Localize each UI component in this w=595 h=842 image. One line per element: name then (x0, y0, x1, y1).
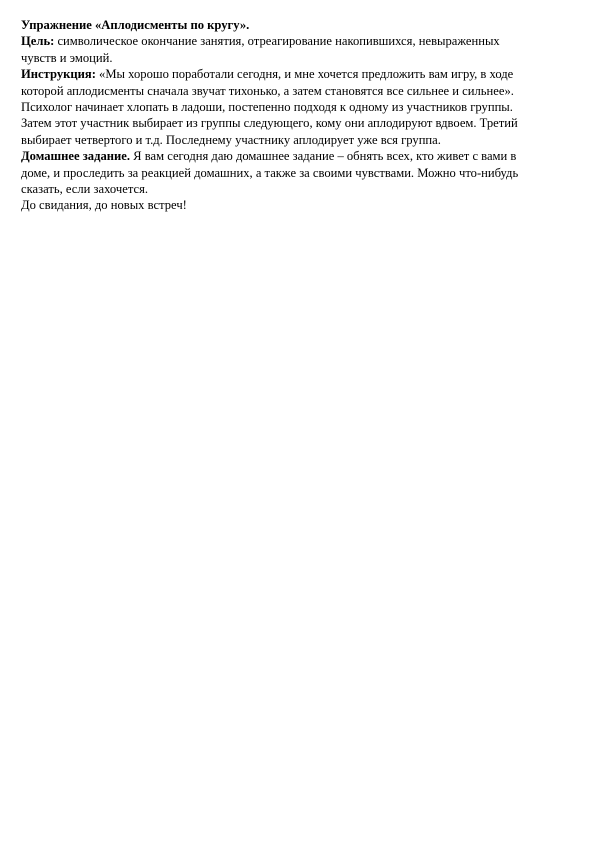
instruction-paragraph-line-2: которой аплодисменты сначала звучат тихонько, а затем становятся все сильнее и сильнее». (21, 83, 514, 98)
homework-label: Домашнее задание. (21, 149, 131, 164)
goal-label: Цель: (21, 34, 55, 49)
farewell-text: До свидания, до новых встреч! (21, 198, 187, 213)
goal-paragraph-line-1 (21, 33, 577, 49)
instruction-text: «Мы хорошо поработали сегодня, и мне хочется предложить вам игру, в ходе (95, 67, 514, 82)
instruction-label: Инструкция: (21, 67, 96, 82)
goal-paragraph-line-2: чувств и эмоций. (21, 50, 113, 65)
body-line-3: выбирает четвертого и т.д. Последнему участнику аплодирует уже вся группа. (21, 132, 441, 147)
homework-paragraph-line-3: сказать, если захочется. (21, 182, 149, 197)
instruction-paragraph-line-1 (21, 66, 577, 82)
exercise-title: Упражнение «Аплодисменты по кругу». (21, 18, 250, 32)
body-line-2: Затем этот участник выбирает из группы следующего, кому они аплодируют вдвоем. Третий (21, 116, 518, 131)
homework-text: Я вам сегодня даю домашнее задание – обнять всех, кто живет с вами в (130, 149, 517, 164)
homework-paragraph-line-2: доме, и проследить за реакцией домашних, а также за своими чувствами. Можно что-нибудь (21, 165, 519, 180)
goal-text: символическое окончание занятия, отреагирование накопившихся, невыраженных (54, 34, 500, 49)
body-line-1: Психолог начинает хлопать в ладоши, постепенно подходя к одному из участников группы. (21, 100, 513, 115)
homework-paragraph-line-1 (21, 148, 577, 164)
